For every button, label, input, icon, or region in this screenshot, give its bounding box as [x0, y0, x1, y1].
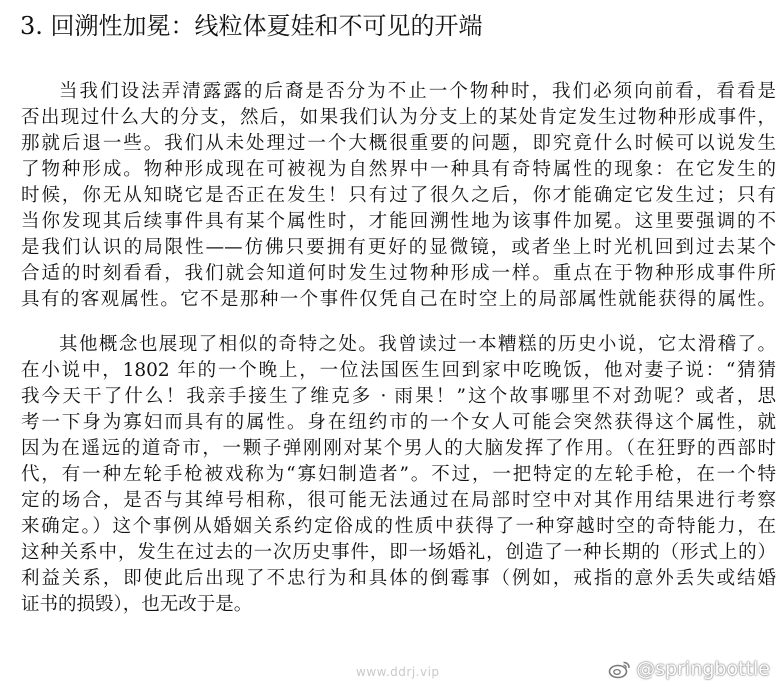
body-text	[21, 79, 776, 618]
text-line: 我今天干了什么！我亲手接生了维克多 · 雨果！”这个故事哪里不对劲呢？或者，思	[21, 386, 776, 407]
weibo-logo-icon	[608, 659, 632, 679]
text-line: 利益关系，即使此后出现了不忠行为和具体的倒霉事（例如，戒指的意外丢失或结婚	[21, 568, 776, 589]
text-line: 这种关系中，发生在过去的一次历史事件，即一场婚礼，创造了一种长期的（形式上的）	[21, 542, 776, 563]
paragraph-gap	[21, 313, 776, 332]
text-line: 当我们设法弄清露露的后裔是否分为不止一个物种时，我们必须向前看，看看是	[59, 81, 776, 102]
text-line: 那就后退一些。我们从未处理过一个大概很重要的问题，即究竟什么时候可以说发生	[21, 133, 776, 154]
paragraph-1	[21, 79, 776, 313]
section-heading: 3. 回溯性加冕：线粒体夏娃和不可见的开端	[20, 12, 483, 40]
text-line: 来确定。）这个事例从婚姻关系约定俗成的性质中获得了一种穿越时空的奇特能力，在	[21, 516, 776, 537]
site-watermark: www.ddrj.vip	[356, 665, 440, 679]
text-line: 代，有一种左轮手枪被戏称为“寡妇制造者”。不过，一把特定的左轮手枪，在一个特	[21, 464, 776, 485]
text-line: 当你发现其后续事件具有某个属性时，才能回溯性地为该事件加冕。这里要强调的不	[21, 211, 776, 232]
text-line: 考一下身为寡妇而具有的属性。身在纽约市的一个女人可能会突然获得这个属性，就	[21, 412, 776, 433]
text-line: 了物种形成。物种形成现在可被视为自然界中一种具有奇特属性的现象：在它发生的	[21, 159, 776, 180]
text-line: 定的场合，是否与其绰号相称，很可能无法通过在局部时空中对其作用结果进行考察	[21, 490, 776, 511]
text-line: 其他概念也展现了相似的奇特之处。我曾读过一本糟糕的历史小说，它太滑稽了。	[59, 334, 776, 355]
text-line: 是我们认识的局限性——仿佛只要拥有更好的显微镜，或者坐上时光机回到过去某个	[21, 237, 776, 258]
text-line: 具有的客观属性。它不是那种一个事件仅凭自己在时空上的局部属性就能获得的属性。	[21, 289, 776, 310]
weibo-watermark	[608, 658, 770, 680]
paragraph-2	[21, 332, 776, 618]
text-line: 因为在遥远的道奇市，一颗子弹刚刚对某个男人的大脑发挥了作用。（在狂野的西部时	[21, 438, 776, 459]
text-line: 在小说中，1802 年的一个晚上，一位法国医生回到家中吃晚饭，他对妻子说：“猜猜	[21, 360, 776, 381]
text-line: 合适的时刻看看，我们就会知道何时发生过物种形成一样。重点在于物种形成事件所	[21, 263, 776, 284]
text-line: 时候，你无从知晓它是否正在发生！只有过了很久之后，你才能确定它发生过；只有	[21, 185, 776, 206]
text-line: 否出现过什么大的分支，然后，如果我们认为分支上的某处肯定发生过物种形成事件，	[21, 107, 776, 128]
weibo-handle: @springbottle	[636, 658, 770, 680]
text-line: 证书的损毁），也无改于是。	[21, 594, 253, 615]
